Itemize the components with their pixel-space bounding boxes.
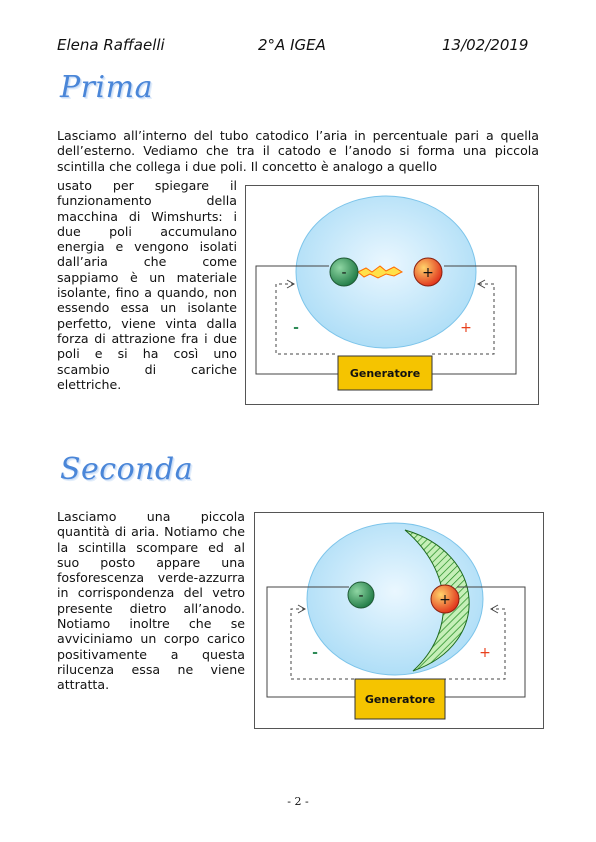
section2-text: Lasciamo una piccola quantità di aria. Notiamo che la scintilla scompare ed al suo posto appare una fosforescenza verde-azzurra in corrispondenza del vetro presente dietro all’anodo. Notiamo inoltre che se avviciniamo un corpo carico positivamente a questa rilucenza essa ne viene attratta.	[57, 509, 245, 693]
generator-label: Generatore	[349, 367, 421, 380]
section1-intro: Lasciamo all’interno del tubo catodico l’aria in percentuale pari a quella dell’esterno. Vediamo che tra il catodo e l’anodo si forma una piccola scintilla che collega i due poli. Il concetto è analogo a quello	[57, 128, 539, 174]
anode-label: +	[422, 265, 434, 281]
cathode-label: -	[358, 588, 364, 604]
figure-tube-spark	[245, 185, 539, 405]
section-title-seconda: Seconda	[60, 452, 194, 487]
positive-sign: +	[479, 645, 491, 661]
positive-sign: +	[460, 320, 472, 336]
figure-tube-phosphorescence	[254, 512, 544, 729]
header-author: Elena Raffaelli	[57, 36, 165, 54]
generator-label: Generatore	[364, 693, 436, 706]
negative-sign: -	[293, 320, 299, 336]
section1-side-text: usato per spiegare il funzionamento della macchina di Wimshurts: i due poli accumulano energia e vengono isolati dall’aria che come sappiamo è un materiale isolante, fino a quando, non essendo essa un isolante perfetto, viene vinta dalla forza di attrazione fra i due poli e si ha così uno scambio di cariche elettriche.	[57, 178, 237, 392]
anode-label: +	[439, 592, 451, 608]
header-date: 13/02/2019	[442, 36, 529, 54]
page-number: - 2 -	[287, 795, 309, 808]
section-title-prima: Prima	[60, 70, 153, 105]
header-class: 2°A IGEA	[258, 36, 326, 54]
negative-sign: -	[312, 645, 318, 661]
cathode-label: -	[341, 265, 347, 281]
